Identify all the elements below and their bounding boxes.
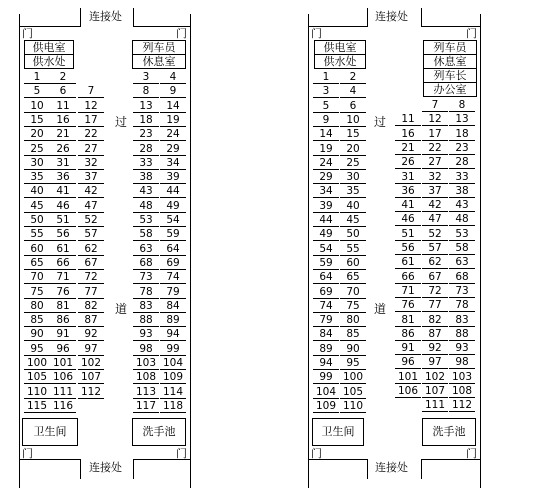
car-2-left-wall [308, 14, 309, 488]
seat-number: 39 [313, 201, 339, 213]
seat-number: 60 [340, 258, 366, 270]
seat-number: 73 [449, 286, 475, 298]
seat-number: 40 [24, 186, 50, 198]
seat-number: 103 [133, 358, 159, 370]
seat-number: 55 [24, 229, 50, 241]
seat-number: 85 [340, 329, 366, 341]
seat-number: 49 [160, 201, 186, 213]
car-2-left-rooms [314, 40, 366, 69]
seat-number: 83 [449, 315, 475, 327]
seat-number: 59 [160, 229, 186, 241]
seat-number: 62 [78, 244, 104, 256]
seat-number: 8 [133, 86, 159, 98]
seat-number: 99 [160, 344, 186, 356]
car-2-aisle-bottom-label: 道 [374, 302, 387, 316]
seat-number: 33 [449, 172, 475, 184]
seat-number: 92 [78, 329, 104, 341]
seat-number: 105 [24, 372, 50, 384]
seat-number: 22 [78, 129, 104, 141]
seat-number: 48 [133, 201, 159, 213]
car-1-rest-room-label: 休息室 [142, 55, 176, 68]
seat-number: 32 [78, 158, 104, 170]
seat-number: 57 [422, 243, 448, 255]
car-2-bottom-connector-right [421, 459, 422, 479]
seat-number: 68 [449, 272, 475, 284]
seat-number: 87 [78, 315, 104, 327]
seat-number: 54 [313, 244, 339, 256]
car-1-toilet-label: 卫生间 [33, 425, 67, 438]
seat-number: 67 [78, 258, 104, 270]
car-1-toilet [22, 418, 78, 446]
car-2-attendant-label: 列车员 [424, 41, 476, 55]
seat-number: 98 [449, 357, 475, 369]
seat-number: 47 [422, 214, 448, 226]
seat-number: 8 [449, 100, 475, 112]
car-1-top-connector-label: 连接处 [89, 10, 122, 23]
seat-number: 103 [449, 372, 475, 384]
seat-number: 60 [24, 244, 50, 256]
seat-number: 25 [340, 158, 366, 170]
seat-number: 65 [24, 258, 50, 270]
seat-number: 79 [313, 315, 339, 327]
seat-number: 66 [395, 272, 421, 284]
seat-number: 1 [313, 72, 339, 84]
seat-number: 94 [313, 358, 339, 370]
seat-number: 4 [160, 72, 186, 84]
seat-number: 46 [395, 214, 421, 226]
seat-number: 92 [422, 343, 448, 355]
seat-number: 14 [160, 101, 186, 113]
car-1-right-wall [190, 14, 191, 488]
seat-number: 104 [313, 387, 339, 399]
seat-number: 78 [133, 287, 159, 299]
seat-number: 29 [160, 144, 186, 156]
car-2-top-connector-right [421, 8, 422, 26]
seat-number: 19 [160, 115, 186, 127]
seat-number: 87 [422, 329, 448, 341]
seat-number: 81 [395, 315, 421, 327]
seat-number: 18 [133, 115, 159, 127]
seat-number: 35 [340, 186, 366, 198]
seat-number: 107 [422, 386, 448, 398]
seat-number: 80 [340, 315, 366, 327]
seat-number: 100 [340, 372, 366, 384]
seat-number: 4 [340, 86, 366, 98]
seat-number: 59 [313, 258, 339, 270]
seat-number: 31 [395, 172, 421, 184]
car-2-bottom-connector-label: 连接处 [375, 461, 408, 474]
seat-number: 66 [50, 258, 76, 270]
car-2-door-bottom-left: 门 [311, 447, 322, 460]
seat-number: 3 [133, 72, 159, 84]
seat-number: 20 [340, 144, 366, 156]
seat-number: 5 [24, 86, 50, 98]
seat-number: 109 [313, 401, 339, 413]
seat-number: 16 [395, 129, 421, 141]
seat-number: 72 [422, 286, 448, 298]
seat-number: 82 [422, 315, 448, 327]
seat-number: 36 [395, 186, 421, 198]
seat-number: 29 [313, 172, 339, 184]
seat-number: 36 [50, 172, 76, 184]
car-2-office-label: 办公室 [433, 83, 467, 96]
seat-number: 23 [449, 143, 475, 155]
seat-number: 43 [449, 200, 475, 212]
seat-number: 46 [50, 201, 76, 213]
seat-number: 70 [340, 287, 366, 299]
seat-number: 11 [50, 101, 76, 113]
seat-number: 71 [50, 272, 76, 284]
car-2-rest-room-label: 休息室 [424, 55, 476, 69]
seat-number: 32 [422, 172, 448, 184]
seat-number: 35 [24, 172, 50, 184]
car-1-door-bottom-left: 门 [22, 447, 33, 460]
seat-number: 56 [395, 243, 421, 255]
seat-number: 63 [449, 257, 475, 269]
car-2-conductor-label: 列车长 [424, 69, 476, 83]
seat-number: 28 [449, 157, 475, 169]
seat-number: 63 [133, 244, 159, 256]
seat-number: 34 [313, 186, 339, 198]
car-1-top-connector-right [133, 8, 134, 26]
seat-number: 12 [422, 114, 448, 126]
seat-number: 41 [50, 186, 76, 198]
seat-number: 74 [160, 272, 186, 284]
seat-number: 96 [395, 357, 421, 369]
seat-number: 21 [50, 129, 76, 141]
seat-number: 95 [340, 358, 366, 370]
seat-number: 74 [313, 301, 339, 313]
seat-number: 31 [50, 158, 76, 170]
seat-number: 117 [133, 401, 159, 413]
car-2-washroom [422, 418, 476, 446]
seat-number: 45 [24, 201, 50, 213]
seat-number: 111 [422, 400, 448, 412]
seat-number: 48 [449, 214, 475, 226]
seat-number: 23 [133, 129, 159, 141]
seat-number: 84 [313, 329, 339, 341]
seat-number: 77 [78, 287, 104, 299]
seat-number: 104 [160, 358, 186, 370]
seat-number: 50 [24, 215, 50, 227]
seat-number: 53 [449, 229, 475, 241]
car-1-right-rooms [132, 40, 186, 69]
seat-number: 118 [160, 401, 186, 413]
seat-number: 19 [313, 144, 339, 156]
seat-number: 71 [395, 286, 421, 298]
seat-number: 42 [422, 200, 448, 212]
seat-number: 2 [50, 72, 76, 84]
seat-number: 40 [340, 201, 366, 213]
seat-number: 24 [160, 129, 186, 141]
seat-number: 26 [50, 144, 76, 156]
seat-number: 17 [78, 115, 104, 127]
seat-number: 37 [422, 186, 448, 198]
seat-number: 88 [133, 315, 159, 327]
seat-number: 7 [78, 86, 104, 98]
car-1-left-rooms [24, 40, 74, 69]
seat-number: 9 [160, 86, 186, 98]
seat-number: 85 [24, 315, 50, 327]
seat-number: 95 [24, 344, 50, 356]
car-1-washroom [132, 418, 186, 446]
seat-number: 52 [78, 215, 104, 227]
seat-number: 84 [160, 301, 186, 313]
seat-number: 89 [160, 315, 186, 327]
seat-number: 30 [24, 158, 50, 170]
seat-number: 47 [78, 201, 104, 213]
seat-number: 17 [422, 129, 448, 141]
car-2-door-top-right: 门 [466, 27, 477, 40]
seat-number: 55 [340, 244, 366, 256]
seat-number: 102 [78, 358, 104, 370]
seat-number: 51 [50, 215, 76, 227]
car-2-top-connector-label: 连接处 [375, 10, 408, 23]
seat-number: 34 [160, 158, 186, 170]
seat-number: 72 [78, 272, 104, 284]
seat-number: 105 [340, 387, 366, 399]
car-1-door-bottom-right: 门 [176, 447, 187, 460]
car-1-top-connector-left [80, 8, 81, 26]
car-2-washroom-label: 洗手池 [432, 425, 466, 438]
car-2-toilet [312, 418, 364, 446]
seat-number: 86 [50, 315, 76, 327]
seat-number: 45 [340, 215, 366, 227]
seat-number: 11 [395, 114, 421, 126]
seat-number: 106 [395, 386, 421, 398]
seat-number: 54 [160, 215, 186, 227]
seat-number: 116 [50, 401, 76, 413]
seat-number: 58 [133, 229, 159, 241]
seat-number: 64 [313, 272, 339, 284]
seat-number: 51 [395, 229, 421, 241]
seat-number: 39 [160, 172, 186, 184]
car-2-bottom-connector-left [367, 459, 368, 479]
seat-number: 13 [449, 114, 475, 126]
seat-number: 65 [340, 272, 366, 284]
car-2-power-room: 供电室 [315, 41, 365, 55]
seat-number: 64 [160, 244, 186, 256]
seat-number: 83 [133, 301, 159, 313]
seat-number: 44 [160, 186, 186, 198]
car-1-water-room: 供水处 [32, 55, 66, 68]
seat-number: 90 [340, 344, 366, 356]
seat-number: 61 [50, 244, 76, 256]
car-1-door-top-right: 门 [176, 27, 187, 40]
car-2-aisle-top-label: 过 [374, 115, 387, 129]
seat-number: 101 [395, 372, 421, 384]
car-2-toilet-label: 卫生间 [321, 425, 355, 438]
car-1-bottom-connector-label: 连接处 [89, 461, 122, 474]
seat-number: 111 [50, 387, 76, 399]
seat-number: 62 [422, 257, 448, 269]
car-2-door-bottom-right: 门 [466, 447, 477, 460]
seat-number: 76 [395, 300, 421, 312]
car-2-right-wall [480, 14, 481, 488]
seat-number: 113 [133, 387, 159, 399]
car-1-attendant-label: 列车员 [133, 41, 185, 55]
seat-number: 75 [340, 301, 366, 313]
seat-number: 26 [395, 157, 421, 169]
seat-number: 10 [24, 101, 50, 113]
seat-number: 53 [133, 215, 159, 227]
seat-number: 41 [395, 200, 421, 212]
seat-number: 115 [24, 401, 50, 413]
car-1-power-room: 供电室 [25, 41, 73, 55]
car-1-washroom-label: 洗手池 [142, 425, 176, 438]
seat-number: 69 [313, 287, 339, 299]
seat-number: 61 [395, 257, 421, 269]
seat-number: 77 [422, 300, 448, 312]
car-1-door-top-left: 门 [22, 27, 33, 40]
seat-number: 81 [50, 301, 76, 313]
seat-number: 38 [133, 172, 159, 184]
seat-number: 97 [422, 357, 448, 369]
seat-number: 9 [313, 115, 339, 127]
seat-number: 68 [133, 258, 159, 270]
seat-number: 7 [422, 100, 448, 112]
seat-number: 90 [24, 329, 50, 341]
seat-number: 6 [340, 101, 366, 113]
car-2-right-rooms [423, 40, 477, 97]
seat-number: 107 [78, 372, 104, 384]
car-1-bottom-connector-right [133, 459, 134, 479]
seat-number: 88 [449, 329, 475, 341]
seat-number: 112 [78, 387, 104, 399]
seat-number: 15 [24, 115, 50, 127]
seat-number: 49 [313, 229, 339, 241]
seat-number: 78 [449, 300, 475, 312]
seat-number: 25 [24, 144, 50, 156]
car-1-aisle-bottom-label: 道 [115, 302, 128, 316]
seat-number: 16 [50, 115, 76, 127]
seat-number: 57 [78, 229, 104, 241]
seat-number: 91 [395, 343, 421, 355]
seat-number: 1 [24, 72, 50, 84]
seat-number: 69 [160, 258, 186, 270]
car-1-left-wall [19, 14, 20, 488]
seat-number: 86 [395, 329, 421, 341]
seat-number: 108 [133, 372, 159, 384]
seat-number: 10 [340, 115, 366, 127]
seat-number: 5 [313, 101, 339, 113]
seat-number: 70 [24, 272, 50, 284]
seat-number: 30 [340, 172, 366, 184]
car-2-top-connector-left [367, 8, 368, 26]
car-2-water-room: 供水处 [323, 55, 357, 68]
seat-number: 27 [78, 144, 104, 156]
seat-number: 28 [133, 144, 159, 156]
seat-number: 76 [50, 287, 76, 299]
seat-number: 97 [78, 344, 104, 356]
seat-number: 94 [160, 329, 186, 341]
seat-number: 93 [449, 343, 475, 355]
seat-number: 110 [24, 387, 50, 399]
seat-number: 75 [24, 287, 50, 299]
car-1-aisle-top-label: 过 [115, 115, 128, 129]
seat-number: 102 [422, 372, 448, 384]
seat-number: 100 [24, 358, 50, 370]
seat-number: 91 [50, 329, 76, 341]
seat-number: 42 [78, 186, 104, 198]
seat-number: 109 [160, 372, 186, 384]
car-1-bottom-connector-left [80, 459, 81, 479]
seat-number: 79 [160, 287, 186, 299]
seat-number: 106 [50, 372, 76, 384]
seat-number: 58 [449, 243, 475, 255]
seat-number: 21 [395, 143, 421, 155]
seat-number: 108 [449, 386, 475, 398]
seat-number: 50 [340, 229, 366, 241]
seat-number: 67 [422, 272, 448, 284]
seat-number: 44 [313, 215, 339, 227]
seat-number: 114 [160, 387, 186, 399]
seat-number: 73 [133, 272, 159, 284]
seat-number: 20 [24, 129, 50, 141]
seat-number: 99 [313, 372, 339, 384]
seat-number: 89 [313, 344, 339, 356]
seat-number: 27 [422, 157, 448, 169]
seat-number: 80 [24, 301, 50, 313]
seat-number: 22 [422, 143, 448, 155]
seat-number: 96 [50, 344, 76, 356]
seat-number: 52 [422, 229, 448, 241]
seat-number: 33 [133, 158, 159, 170]
seat-number: 24 [313, 158, 339, 170]
seat-number: 3 [313, 86, 339, 98]
seat-number: 37 [78, 172, 104, 184]
seat-number: 112 [449, 400, 475, 412]
seat-number: 38 [449, 186, 475, 198]
seat-number: 13 [133, 101, 159, 113]
seat-number: 14 [313, 129, 339, 141]
seat-number: 110 [340, 401, 366, 413]
seat-number: 56 [50, 229, 76, 241]
seat-number: 101 [50, 358, 76, 370]
seat-number: 43 [133, 186, 159, 198]
seat-number: 6 [50, 86, 76, 98]
seat-number: 15 [340, 129, 366, 141]
seat-number: 93 [133, 329, 159, 341]
car-2-door-top-left: 门 [311, 27, 322, 40]
seat-number: 2 [340, 72, 366, 84]
seat-number: 18 [449, 129, 475, 141]
seat-number: 98 [133, 344, 159, 356]
seat-number: 82 [78, 301, 104, 313]
seat-number: 12 [78, 101, 104, 113]
